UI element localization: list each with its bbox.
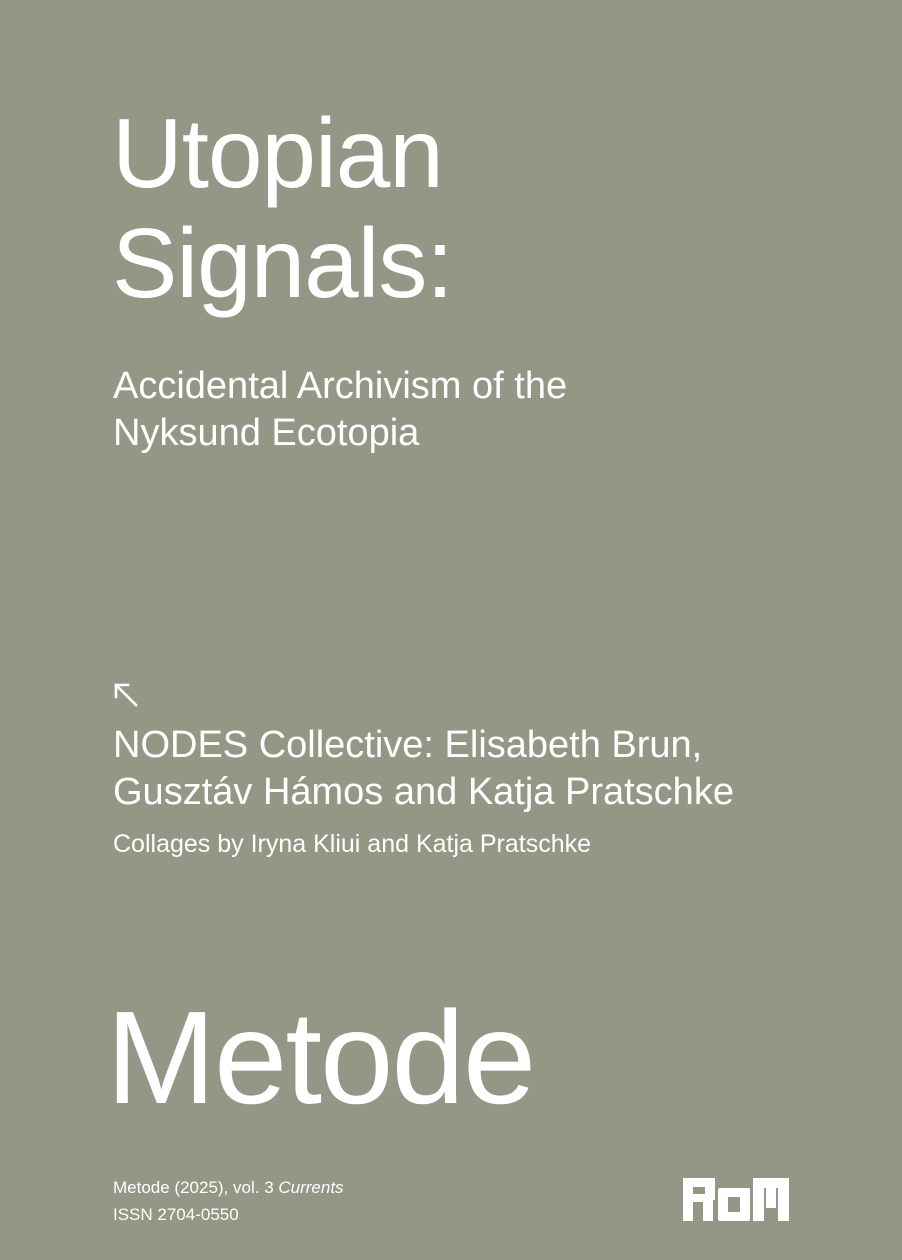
journal-name: Metode (106, 984, 535, 1131)
cover-title (112, 98, 453, 318)
arrow-up-left-icon (113, 682, 139, 708)
footer-info (113, 1174, 344, 1228)
authors-line-2: Gusztáv Hámos and Katja Pratschke (113, 771, 734, 813)
subtitle-line-1: Accidental Archivism of the (113, 365, 568, 407)
authors (113, 722, 734, 816)
issn-line: ISSN 2704-0550 (113, 1205, 239, 1224)
citation-line (113, 1174, 344, 1201)
title-line-2: Signals: (112, 208, 453, 318)
citation-text: Metode (2025), vol. 3 (113, 1178, 279, 1197)
cover-subtitle (113, 363, 567, 457)
collages-credit: Collages by Iryna Kliui and Katja Pratschke (113, 830, 592, 858)
subtitle-line-2: Nyksund Ecotopia (113, 412, 420, 454)
rom-logo-icon (683, 1178, 789, 1221)
title-line-1: Utopian (112, 98, 443, 208)
series-name: Currents (278, 1178, 344, 1197)
authors-line-1: NODES Collective: Elisabeth Brun, (113, 724, 703, 766)
